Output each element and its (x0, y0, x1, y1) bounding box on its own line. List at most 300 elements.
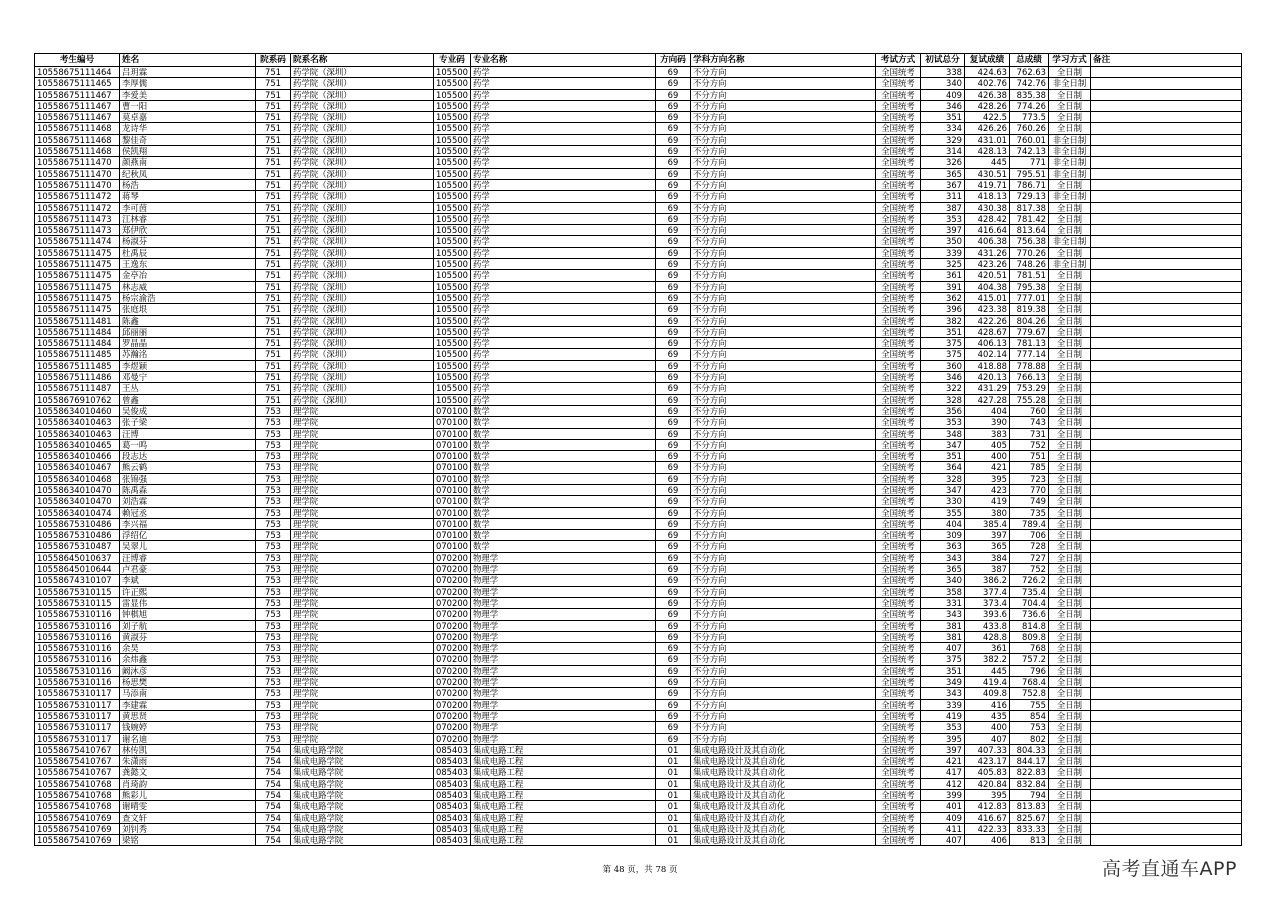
cell-major-code: 105500 (434, 349, 471, 360)
cell-major-code: 070100 (434, 507, 471, 518)
cell-retest-score: 428.26 (964, 100, 1009, 111)
cell-remarks (1090, 326, 1241, 337)
cell-direction-code: 69 (655, 597, 690, 608)
cell-remarks (1090, 643, 1241, 654)
cell-total-score: 771 (1009, 157, 1048, 168)
header-initial-score: 初试总分 (920, 54, 964, 67)
cell-initial-score: 407 (920, 835, 964, 846)
cell-total-score: 753.29 (1009, 383, 1048, 394)
cell-major-code: 070100 (434, 428, 471, 439)
cell-exam-type: 全国统考 (875, 631, 920, 642)
cell-major-name: 集成电路工程 (470, 812, 655, 823)
cell-dept-code: 751 (256, 123, 291, 134)
cell-remarks (1090, 191, 1241, 202)
cell-retest-score: 386.2 (964, 575, 1009, 586)
cell-study-mode: 全日制 (1048, 202, 1090, 213)
cell-dept-name: 药学院（深圳） (291, 259, 434, 270)
cell-study-mode: 全日制 (1048, 654, 1090, 665)
cell-retest-score: 418.88 (964, 360, 1009, 371)
cell-major-name: 药学 (470, 360, 655, 371)
cell-direction-code: 69 (655, 100, 690, 111)
cell-study-mode: 全日制 (1048, 304, 1090, 315)
cell-dept-code: 751 (256, 247, 291, 258)
cell-exam-id: 10558634010460 (35, 405, 120, 416)
cell-retest-score: 416.64 (964, 225, 1009, 236)
cell-study-mode: 非全日制 (1048, 191, 1090, 202)
cell-direction-name: 不分方向 (690, 428, 875, 439)
cell-total-score: 735 (1009, 507, 1048, 518)
cell-initial-score: 421 (920, 756, 964, 767)
cell-name: 陈鑫 (120, 315, 256, 326)
cell-dept-name: 药学院（深圳） (291, 191, 434, 202)
table-header-row (35, 54, 1242, 67)
cell-study-mode: 全日制 (1048, 360, 1090, 371)
cell-dept-code: 751 (256, 281, 291, 292)
cell-major-name: 物理学 (470, 699, 655, 710)
cell-dept-code: 753 (256, 518, 291, 529)
cell-direction-name: 不分方向 (690, 315, 875, 326)
cell-remarks (1090, 541, 1241, 552)
cell-exam-type: 全国统考 (875, 417, 920, 428)
cell-study-mode: 全日制 (1048, 281, 1090, 292)
cell-dept-name: 理学院 (291, 733, 434, 744)
cell-direction-code: 69 (655, 665, 690, 676)
cell-major-name: 物理学 (470, 677, 655, 688)
cell-direction-name: 不分方向 (690, 665, 875, 676)
cell-exam-id: 10558676910762 (35, 394, 120, 405)
cell-direction-name: 不分方向 (690, 688, 875, 699)
cell-study-mode: 全日制 (1048, 564, 1090, 575)
cell-direction-name: 不分方向 (690, 326, 875, 337)
cell-dept-code: 751 (256, 157, 291, 168)
cell-retest-score: 400 (964, 722, 1009, 733)
cell-direction-code: 69 (655, 462, 690, 473)
cell-direction-code: 69 (655, 688, 690, 699)
cell-dept-name: 理学院 (291, 518, 434, 529)
cell-direction-name: 不分方向 (690, 710, 875, 721)
cell-major-name: 集成电路工程 (470, 778, 655, 789)
cell-dept-code: 753 (256, 541, 291, 552)
cell-name: 段志达 (120, 451, 256, 462)
cell-remarks (1090, 722, 1241, 733)
cell-major-name: 数学 (470, 530, 655, 541)
cell-total-score: 752 (1009, 439, 1048, 450)
cell-exam-id: 10558675111475 (35, 281, 120, 292)
cell-initial-score: 407 (920, 643, 964, 654)
cell-dept-code: 753 (256, 620, 291, 631)
cell-total-score: 809.8 (1009, 631, 1048, 642)
cell-retest-score: 427.28 (964, 394, 1009, 405)
cell-dept-code: 753 (256, 609, 291, 620)
cell-major-code: 085403 (434, 790, 471, 801)
cell-dept-name: 理学院 (291, 552, 434, 563)
cell-major-code: 070200 (434, 575, 471, 586)
cell-major-name: 物理学 (470, 643, 655, 654)
cell-initial-score: 365 (920, 168, 964, 179)
cell-name: 钟棋旭 (120, 609, 256, 620)
cell-retest-score: 405.83 (964, 767, 1009, 778)
cell-retest-score: 406.13 (964, 338, 1009, 349)
cell-direction-name: 不分方向 (690, 112, 875, 123)
cell-major-name: 集成电路工程 (470, 767, 655, 778)
cell-retest-score: 422.33 (964, 823, 1009, 834)
cell-direction-name: 不分方向 (690, 417, 875, 428)
cell-exam-type: 全国统考 (875, 575, 920, 586)
cell-total-score: 706 (1009, 530, 1048, 541)
cell-initial-score: 343 (920, 688, 964, 699)
cell-exam-type: 全国统考 (875, 722, 920, 733)
cell-direction-name: 集成电路设计及其自动化 (690, 778, 875, 789)
cell-dept-name: 药学院（深圳） (291, 281, 434, 292)
cell-direction-name: 不分方向 (690, 67, 875, 78)
cell-direction-code: 69 (655, 168, 690, 179)
table-row (35, 179, 1242, 190)
cell-dept-code: 753 (256, 428, 291, 439)
cell-dept-code: 753 (256, 631, 291, 642)
cell-dept-name: 药学院（深圳） (291, 89, 434, 100)
cell-direction-code: 69 (655, 315, 690, 326)
cell-exam-type: 全国统考 (875, 597, 920, 608)
cell-exam-type: 全国统考 (875, 338, 920, 349)
cell-study-mode: 全日制 (1048, 699, 1090, 710)
cell-major-name: 数学 (470, 462, 655, 473)
cell-initial-score: 381 (920, 631, 964, 642)
cell-dept-code: 753 (256, 507, 291, 518)
cell-direction-code: 69 (655, 507, 690, 518)
cell-dept-name: 药学院（深圳） (291, 394, 434, 405)
cell-initial-score: 365 (920, 564, 964, 575)
cell-remarks (1090, 710, 1241, 721)
cell-direction-code: 01 (655, 812, 690, 823)
cell-initial-score: 396 (920, 304, 964, 315)
cell-study-mode: 全日制 (1048, 247, 1090, 258)
table-row (35, 722, 1242, 733)
cell-retest-score: 361 (964, 643, 1009, 654)
cell-remarks (1090, 405, 1241, 416)
cell-name: 许正熙 (120, 586, 256, 597)
cell-study-mode: 全日制 (1048, 112, 1090, 123)
cell-exam-type: 全国统考 (875, 168, 920, 179)
table-row (35, 586, 1242, 597)
cell-exam-type: 全国统考 (875, 801, 920, 812)
cell-initial-score: 326 (920, 157, 964, 168)
cell-study-mode: 全日制 (1048, 767, 1090, 778)
cell-study-mode: 非全日制 (1048, 78, 1090, 89)
cell-study-mode: 全日制 (1048, 383, 1090, 394)
table-row (35, 767, 1242, 778)
cell-major-name: 药学 (470, 134, 655, 145)
cell-initial-score: 364 (920, 462, 964, 473)
cell-retest-score: 431.26 (964, 247, 1009, 258)
cell-exam-id: 10558675310116 (35, 620, 120, 631)
cell-dept-name: 理学院 (291, 417, 434, 428)
cell-retest-score: 422.26 (964, 315, 1009, 326)
cell-exam-id: 10558675310117 (35, 722, 120, 733)
header-exam-type: 考试方式 (875, 54, 920, 67)
cell-retest-score: 393.6 (964, 609, 1009, 620)
table-row (35, 146, 1242, 157)
cell-name: 杜禹辰 (120, 247, 256, 258)
cell-exam-type: 全国统考 (875, 179, 920, 190)
cell-total-score: 742.13 (1009, 146, 1048, 157)
cell-direction-code: 69 (655, 349, 690, 360)
cell-exam-id: 10558675111475 (35, 292, 120, 303)
cell-dept-code: 751 (256, 292, 291, 303)
cell-name: 林志威 (120, 281, 256, 292)
cell-direction-name: 不分方向 (690, 496, 875, 507)
table-row (35, 405, 1242, 416)
cell-major-name: 集成电路工程 (470, 823, 655, 834)
cell-major-name: 药学 (470, 100, 655, 111)
cell-total-score: 804.33 (1009, 744, 1048, 755)
cell-name: 熊彩儿 (120, 790, 256, 801)
cell-dept-name: 药学院（深圳） (291, 213, 434, 224)
cell-total-score: 749 (1009, 496, 1048, 507)
cell-remarks (1090, 292, 1241, 303)
cell-total-score: 854 (1009, 710, 1048, 721)
cell-dept-name: 药学院（深圳） (291, 157, 434, 168)
cell-exam-type: 全国统考 (875, 213, 920, 224)
cell-exam-id: 10558675410768 (35, 790, 120, 801)
cell-remarks (1090, 744, 1241, 755)
cell-study-mode: 全日制 (1048, 609, 1090, 620)
cell-total-score: 727 (1009, 552, 1048, 563)
cell-total-score: 757.2 (1009, 654, 1048, 665)
cell-direction-code: 69 (655, 710, 690, 721)
cell-major-code: 105500 (434, 168, 471, 179)
cell-major-name: 数学 (470, 496, 655, 507)
cell-exam-type: 全国统考 (875, 541, 920, 552)
cell-major-name: 数学 (470, 541, 655, 552)
cell-exam-type: 全国统考 (875, 688, 920, 699)
table-row (35, 609, 1242, 620)
cell-dept-code: 753 (256, 564, 291, 575)
cell-dept-code: 753 (256, 710, 291, 721)
cell-direction-code: 01 (655, 767, 690, 778)
cell-major-name: 物理学 (470, 597, 655, 608)
cell-exam-type: 全国统考 (875, 259, 920, 270)
table-row (35, 451, 1242, 462)
cell-major-name: 药学 (470, 349, 655, 360)
cell-exam-id: 10558675410769 (35, 823, 120, 834)
cell-retest-score: 377.4 (964, 586, 1009, 597)
header-remarks: 备注 (1090, 54, 1241, 67)
cell-dept-code: 751 (256, 202, 291, 213)
cell-remarks (1090, 733, 1241, 744)
cell-exam-type: 全国统考 (875, 620, 920, 631)
table-row (35, 270, 1242, 281)
cell-total-score: 802 (1009, 733, 1048, 744)
cell-direction-name: 不分方向 (690, 677, 875, 688)
cell-exam-id: 10558675111468 (35, 146, 120, 157)
cell-direction-name: 不分方向 (690, 146, 875, 157)
cell-exam-id: 10558675310117 (35, 699, 120, 710)
cell-exam-type: 全国统考 (875, 89, 920, 100)
cell-exam-type: 全国统考 (875, 304, 920, 315)
cell-direction-name: 不分方向 (690, 643, 875, 654)
cell-exam-id: 10558634010474 (35, 507, 120, 518)
cell-dept-name: 药学院（深圳） (291, 179, 434, 190)
cell-dept-name: 药学院（深圳） (291, 383, 434, 394)
cell-retest-score: 445 (964, 157, 1009, 168)
cell-remarks (1090, 654, 1241, 665)
cell-dept-name: 集成电路学院 (291, 835, 434, 846)
cell-exam-type: 全国统考 (875, 484, 920, 495)
cell-direction-code: 69 (655, 428, 690, 439)
cell-dept-code: 754 (256, 756, 291, 767)
cell-name: 纪秋凤 (120, 168, 256, 179)
cell-direction-code: 01 (655, 790, 690, 801)
cell-remarks (1090, 100, 1241, 111)
cell-total-score: 813.83 (1009, 801, 1048, 812)
table-row (35, 292, 1242, 303)
cell-name: 李建霖 (120, 699, 256, 710)
cell-exam-id: 10558675310486 (35, 518, 120, 529)
cell-remarks (1090, 586, 1241, 597)
cell-initial-score: 411 (920, 823, 964, 834)
cell-major-code: 070200 (434, 665, 471, 676)
cell-dept-name: 理学院 (291, 405, 434, 416)
cell-remarks (1090, 78, 1241, 89)
cell-major-name: 药学 (470, 78, 655, 89)
cell-direction-code: 69 (655, 292, 690, 303)
cell-study-mode: 全日制 (1048, 496, 1090, 507)
cell-exam-id: 10558675111468 (35, 123, 120, 134)
cell-exam-id: 10558675111485 (35, 349, 120, 360)
cell-retest-score: 428.42 (964, 213, 1009, 224)
cell-major-name: 物理学 (470, 631, 655, 642)
cell-retest-score: 387 (964, 564, 1009, 575)
cell-direction-name: 不分方向 (690, 439, 875, 450)
cell-major-name: 集成电路工程 (470, 756, 655, 767)
cell-direction-code: 69 (655, 552, 690, 563)
cell-study-mode: 全日制 (1048, 733, 1090, 744)
cell-retest-score: 415.01 (964, 292, 1009, 303)
cell-major-name: 物理学 (470, 552, 655, 563)
cell-exam-id: 10558675310116 (35, 609, 120, 620)
cell-direction-code: 69 (655, 134, 690, 145)
cell-direction-code: 69 (655, 236, 690, 247)
cell-initial-score: 340 (920, 78, 964, 89)
cell-remarks (1090, 597, 1241, 608)
cell-major-name: 集成电路工程 (470, 801, 655, 812)
cell-exam-type: 全国统考 (875, 123, 920, 134)
cell-total-score: 817.38 (1009, 202, 1048, 213)
cell-exam-id: 10558675111470 (35, 179, 120, 190)
cell-retest-score: 430.38 (964, 202, 1009, 213)
cell-direction-name: 不分方向 (690, 507, 875, 518)
cell-direction-code: 69 (655, 202, 690, 213)
cell-exam-type: 全国统考 (875, 383, 920, 394)
cell-study-mode: 全日制 (1048, 428, 1090, 439)
cell-retest-score: 422.5 (964, 112, 1009, 123)
cell-total-score: 735.4 (1009, 586, 1048, 597)
cell-retest-score: 406.38 (964, 236, 1009, 247)
cell-dept-name: 药学院（深圳） (291, 112, 434, 123)
cell-exam-type: 全国统考 (875, 564, 920, 575)
cell-major-name: 药学 (470, 179, 655, 190)
cell-study-mode: 全日制 (1048, 462, 1090, 473)
cell-study-mode: 全日制 (1048, 688, 1090, 699)
cell-major-name: 药学 (470, 213, 655, 224)
cell-study-mode: 全日制 (1048, 631, 1090, 642)
cell-retest-score: 404 (964, 405, 1009, 416)
cell-total-score: 832.84 (1009, 778, 1048, 789)
cell-direction-name: 不分方向 (690, 564, 875, 575)
cell-remarks (1090, 89, 1241, 100)
cell-study-mode: 全日制 (1048, 835, 1090, 846)
cell-initial-score: 351 (920, 112, 964, 123)
header-retest-score: 复试成绩 (964, 54, 1009, 67)
table-row (35, 756, 1242, 767)
cell-exam-type: 全国统考 (875, 428, 920, 439)
cell-exam-type: 全国统考 (875, 451, 920, 462)
cell-major-name: 数学 (470, 507, 655, 518)
cell-initial-score: 404 (920, 518, 964, 529)
cell-major-name: 数学 (470, 473, 655, 484)
cell-major-code: 070200 (434, 654, 471, 665)
cell-study-mode: 全日制 (1048, 349, 1090, 360)
cell-total-score: 835.38 (1009, 89, 1048, 100)
cell-total-score: 789.4 (1009, 518, 1048, 529)
table-row (35, 530, 1242, 541)
cell-direction-code: 69 (655, 484, 690, 495)
cell-direction-name: 不分方向 (690, 530, 875, 541)
cell-name: 龙诗华 (120, 123, 256, 134)
cell-dept-name: 理学院 (291, 609, 434, 620)
cell-dept-code: 751 (256, 304, 291, 315)
cell-initial-score: 355 (920, 507, 964, 518)
cell-dept-name: 理学院 (291, 484, 434, 495)
table-row (35, 213, 1242, 224)
cell-name: 黄淑芬 (120, 631, 256, 642)
cell-exam-id: 10558634010467 (35, 462, 120, 473)
cell-retest-score: 412.83 (964, 801, 1009, 812)
admission-results-table (34, 53, 1242, 846)
cell-exam-type: 全国统考 (875, 507, 920, 518)
cell-name: 杨淑芬 (120, 236, 256, 247)
table-row (35, 89, 1242, 100)
cell-direction-code: 69 (655, 530, 690, 541)
cell-direction-code: 69 (655, 338, 690, 349)
cell-initial-score: 358 (920, 586, 964, 597)
cell-retest-score: 423.26 (964, 259, 1009, 270)
table-row (35, 394, 1242, 405)
table-row (35, 134, 1242, 145)
cell-exam-id: 10558675111475 (35, 259, 120, 270)
cell-dept-code: 751 (256, 168, 291, 179)
cell-major-code: 070100 (434, 484, 471, 495)
cell-dept-name: 集成电路学院 (291, 744, 434, 755)
cell-direction-code: 69 (655, 586, 690, 597)
cell-dept-code: 753 (256, 473, 291, 484)
cell-remarks (1090, 247, 1241, 258)
cell-dept-code: 753 (256, 722, 291, 733)
cell-major-code: 105500 (434, 100, 471, 111)
cell-exam-type: 全国统考 (875, 236, 920, 247)
cell-remarks (1090, 620, 1241, 631)
cell-dept-code: 751 (256, 270, 291, 281)
cell-dept-name: 理学院 (291, 462, 434, 473)
cell-direction-name: 不分方向 (690, 100, 875, 111)
cell-total-score: 731 (1009, 428, 1048, 439)
cell-major-name: 物理学 (470, 710, 655, 721)
cell-initial-score: 401 (920, 801, 964, 812)
cell-dept-name: 药学院（深圳） (291, 247, 434, 258)
cell-exam-id: 10558675111486 (35, 372, 120, 383)
cell-direction-name: 不分方向 (690, 631, 875, 642)
cell-study-mode: 全日制 (1048, 541, 1090, 552)
